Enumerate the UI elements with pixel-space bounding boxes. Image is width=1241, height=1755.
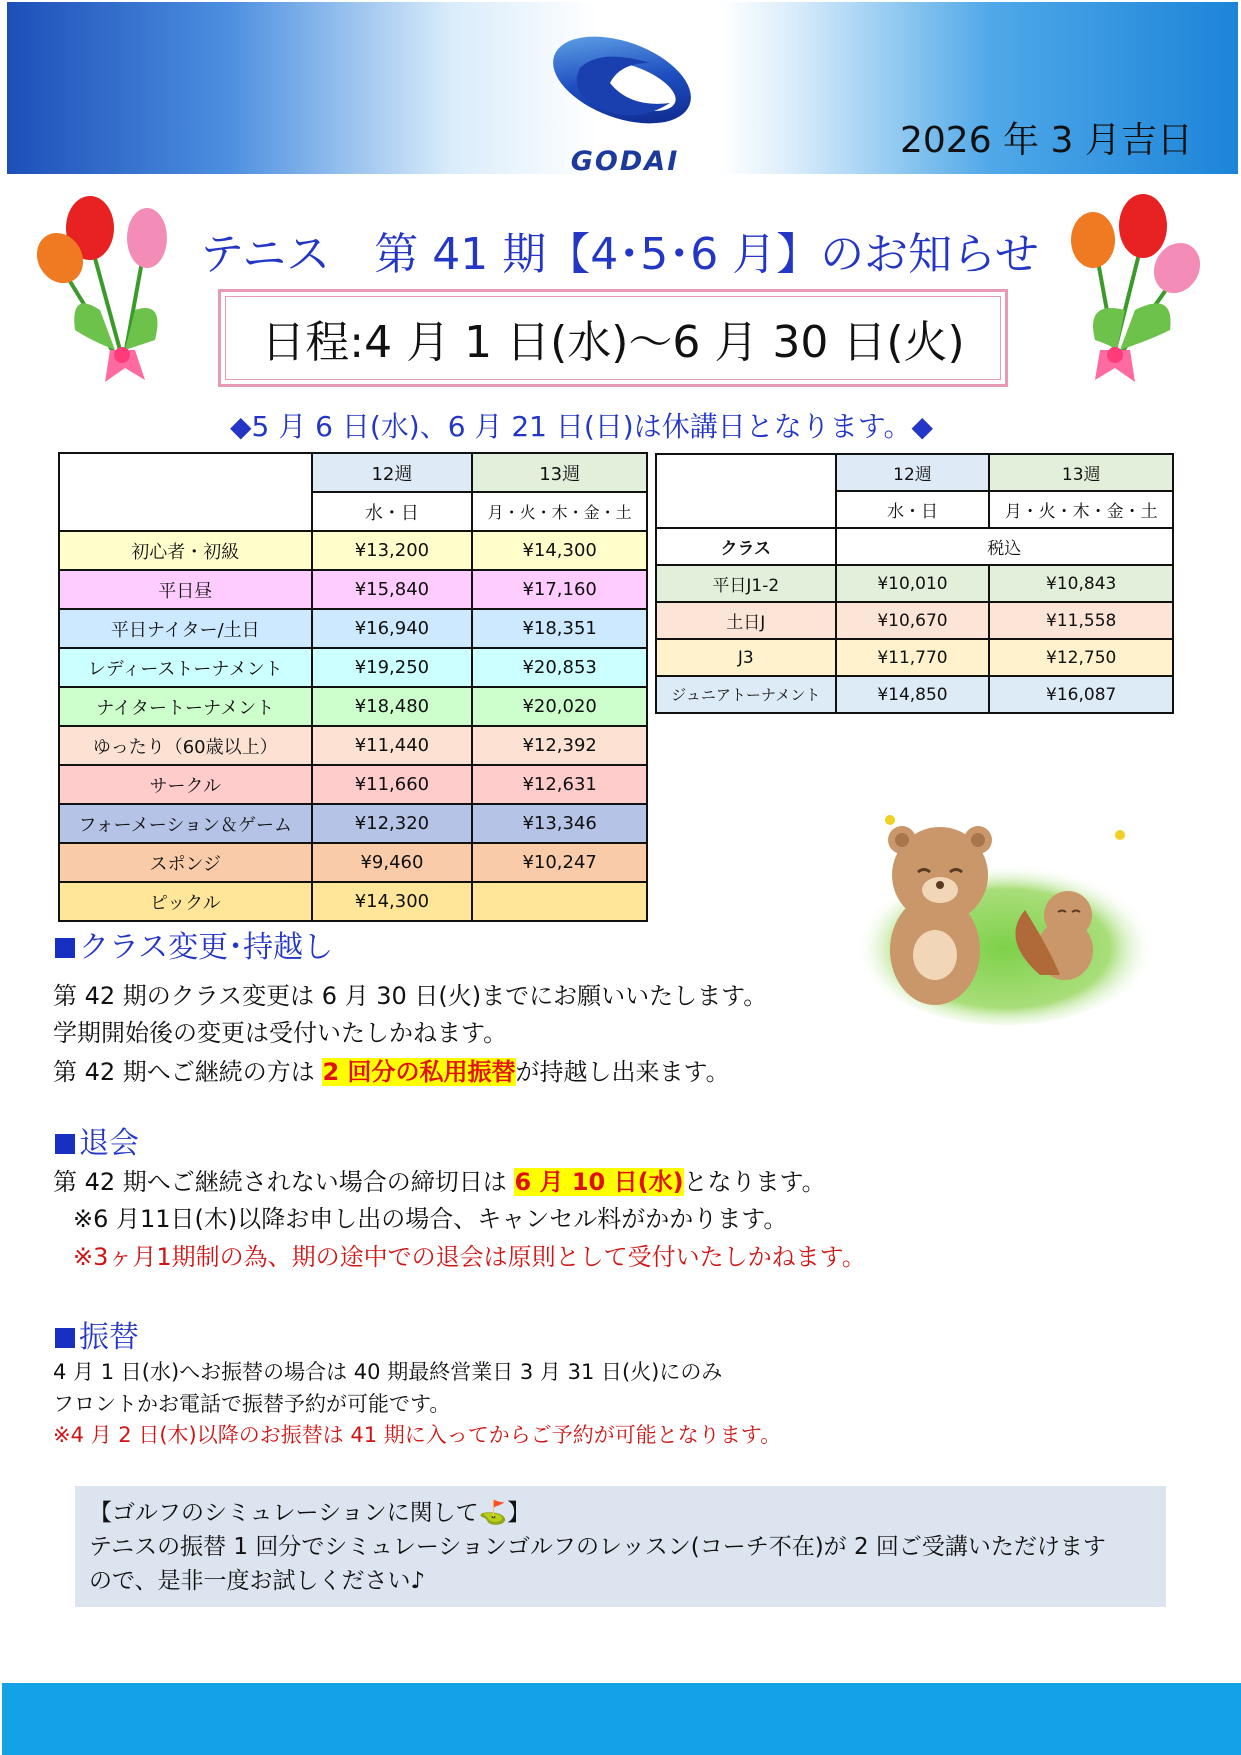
price-12-week-cell: ¥16,940 [312, 609, 473, 648]
class-name-cell: 平日ナイター/土日 [59, 609, 312, 648]
table-row [59, 726, 647, 765]
withdrawal-heading [55, 1118, 139, 1162]
class-change-line2: 学期開始後の変更は受付いたしかねます。 [53, 1019, 508, 1047]
transfer-line2: フロントかお電話で振替予約が可能です。 [53, 1392, 451, 1416]
class-change-line3-pre: 第 42 期へご継続の方は [53, 1058, 323, 1086]
class-name-cell: 平日昼 [59, 570, 312, 609]
schedule-box [218, 289, 1008, 387]
withdrawal-deadline-highlight: 6 月 10 日(水) [514, 1168, 684, 1196]
square-bullet-icon [55, 1134, 75, 1154]
class-name-cell: 初心者・初級 [59, 531, 312, 570]
withdrawal-heading-text: 退会 [79, 1126, 139, 1161]
days12-header: 水・日 [312, 492, 473, 531]
table-row [59, 765, 647, 804]
price-12-week-cell: ¥9,460 [312, 843, 473, 882]
price-13-week-cell: ¥20,020 [472, 687, 647, 726]
week13-header: 13週 [989, 454, 1173, 491]
class-change-heading [55, 922, 333, 966]
class-change-line3-post: が持越し出来ます。 [515, 1058, 730, 1086]
page-title: テニス 第 41 期【4･5･6 月】のお知らせ [200, 229, 1039, 280]
square-bullet-icon [55, 1328, 75, 1348]
price-12-week-cell: ¥11,770 [836, 639, 990, 676]
days13-header: 月・火・木・金・土 [989, 491, 1173, 528]
price-12-week-cell: ¥14,850 [836, 676, 990, 713]
price-13-week-cell: ¥12,392 [472, 726, 647, 765]
price-13-week-cell: ¥20,853 [472, 648, 647, 687]
class-change-line1: 第 42 期のクラス変更は 6 月 30 日(火)までにお願いいたします。 [53, 982, 768, 1010]
golf-line1: テニスの振替 1 回分でシミュレーションゴルフのレッスン(コーチ不在)が 2 回ご受講いただけます [89, 1534, 1106, 1560]
price-13-week-cell: ¥13,346 [472, 804, 647, 843]
week13-header: 13週 [472, 453, 647, 492]
header-blank-cell [656, 454, 836, 528]
withdrawal-line1-post: となります。 [683, 1168, 826, 1196]
table-header-row [656, 454, 1173, 491]
withdrawal-line2: ※6 月11日(木)以降お申し出の場合、キャンセル料がかかります。 [73, 1205, 788, 1233]
class-label: クラス [656, 528, 836, 565]
logo-text: GODAI [570, 146, 680, 177]
price-12-week-cell: ¥11,660 [312, 765, 473, 804]
junior-price-table [655, 453, 1174, 714]
class-name-cell: スポンジ [59, 843, 312, 882]
class-name-cell: J3 [656, 639, 836, 676]
price-13-week-cell [472, 882, 647, 921]
class-name-cell: フォーメーション＆ゲーム [59, 804, 312, 843]
table-row [59, 882, 647, 921]
square-bullet-icon [55, 938, 75, 958]
table-row [59, 687, 647, 726]
class-name-cell: レディーストーナメント [59, 648, 312, 687]
price-13-week-cell: ¥10,843 [989, 565, 1173, 602]
issue-date: 2026 年 3 月吉日 [900, 120, 1193, 161]
class-name-cell: ナイタートーナメント [59, 687, 312, 726]
golf-line2: ので、是非一度お試しください♪ [89, 1568, 426, 1594]
price-13-week-cell: ¥18,351 [472, 609, 647, 648]
table-header-row [59, 453, 647, 492]
transfer-line1: 4 月 1 日(水)へお振替の場合は 40 期最終営業日 3 月 31 日(火)にのみ [53, 1360, 723, 1384]
class-name-cell: サークル [59, 765, 312, 804]
week12-header: 12週 [836, 454, 990, 491]
price-13-week-cell: ¥10,247 [472, 843, 647, 882]
table-row [59, 531, 647, 570]
class-name-cell: ゆったり（60歳以上） [59, 726, 312, 765]
price-13-week-cell: ¥12,631 [472, 765, 647, 804]
price-13-week-cell: ¥12,750 [989, 639, 1173, 676]
header-blank-cell [59, 453, 312, 531]
bear-squirrel-illustration-icon [840, 790, 1160, 1030]
price-12-week-cell: ¥18,480 [312, 687, 473, 726]
transfer-line3: ※4 月 2 日(木)以降のお振替は 41 期に入ってからご予約が可能となります。 [53, 1423, 782, 1447]
price-12-week-cell: ¥19,250 [312, 648, 473, 687]
price-12-week-cell: ¥11,440 [312, 726, 473, 765]
schedule-text: 日程:4 月 1 日(水)～6 月 30 日(火) [225, 296, 1001, 380]
class-name-cell: ピックル [59, 882, 312, 921]
price-13-week-cell: ¥11,558 [989, 602, 1173, 639]
days13-header: 月・火・木・金・土 [472, 492, 647, 531]
godai-logo [540, 28, 710, 178]
table-row [59, 648, 647, 687]
table-row [59, 609, 647, 648]
tulip-bouquet-right-icon [1055, 190, 1205, 400]
withdrawal-line3: ※3ヶ月1期制の為、期の途中での退会は原則として受付いたしかねます。 [73, 1243, 866, 1271]
price-12-week-cell: ¥14,300 [312, 882, 473, 921]
price-12-week-cell: ¥13,200 [312, 531, 473, 570]
withdrawal-line1 [53, 1162, 826, 1197]
adult-price-table [58, 452, 648, 922]
class-change-heading-text: クラス変更･持越し [79, 930, 334, 965]
transfer-heading-text: 振替 [79, 1320, 139, 1355]
class-change-highlight: 2 回分の私用振替 [322, 1058, 516, 1086]
table-row [656, 676, 1173, 713]
godai-logo-mark [540, 28, 710, 148]
price-12-week-cell: ¥15,840 [312, 570, 473, 609]
price-12-week-cell: ¥12,320 [312, 804, 473, 843]
golf-heading: 【ゴルフのシミュレーションに関して⛳】 [89, 1500, 531, 1526]
days12-header: 水・日 [836, 491, 990, 528]
price-13-week-cell: ¥16,087 [989, 676, 1173, 713]
week12-header: 12週 [312, 453, 473, 492]
price-13-week-cell: ¥14,300 [472, 531, 647, 570]
withdrawal-line1-pre: 第 42 期へご継続されない場合の締切日は [53, 1168, 515, 1196]
table-row [59, 843, 647, 882]
table-row [656, 602, 1173, 639]
class-change-line3 [53, 1052, 730, 1087]
table-row [656, 565, 1173, 602]
class-name-cell: 平日J1-2 [656, 565, 836, 602]
price-12-week-cell: ¥10,010 [836, 565, 990, 602]
table-row [59, 804, 647, 843]
price-13-week-cell: ¥17,160 [472, 570, 647, 609]
golf-note-box [75, 1486, 1166, 1607]
class-name-cell: ジュニアトーナメント [656, 676, 836, 713]
tax-label: 税込 [836, 528, 1173, 565]
price-12-week-cell: ¥10,670 [836, 602, 990, 639]
table-header-row [656, 528, 1173, 565]
tulip-bouquet-left-icon [30, 190, 180, 400]
transfer-heading [55, 1312, 139, 1356]
closed-days-notice: ◆5 月 6 日(水)、6 月 21 日(日)は休講日となります。◆ [230, 410, 933, 443]
class-name-cell: 土日J [656, 602, 836, 639]
table-row [59, 570, 647, 609]
footer-band [2, 1683, 1241, 1755]
table-row [656, 639, 1173, 676]
